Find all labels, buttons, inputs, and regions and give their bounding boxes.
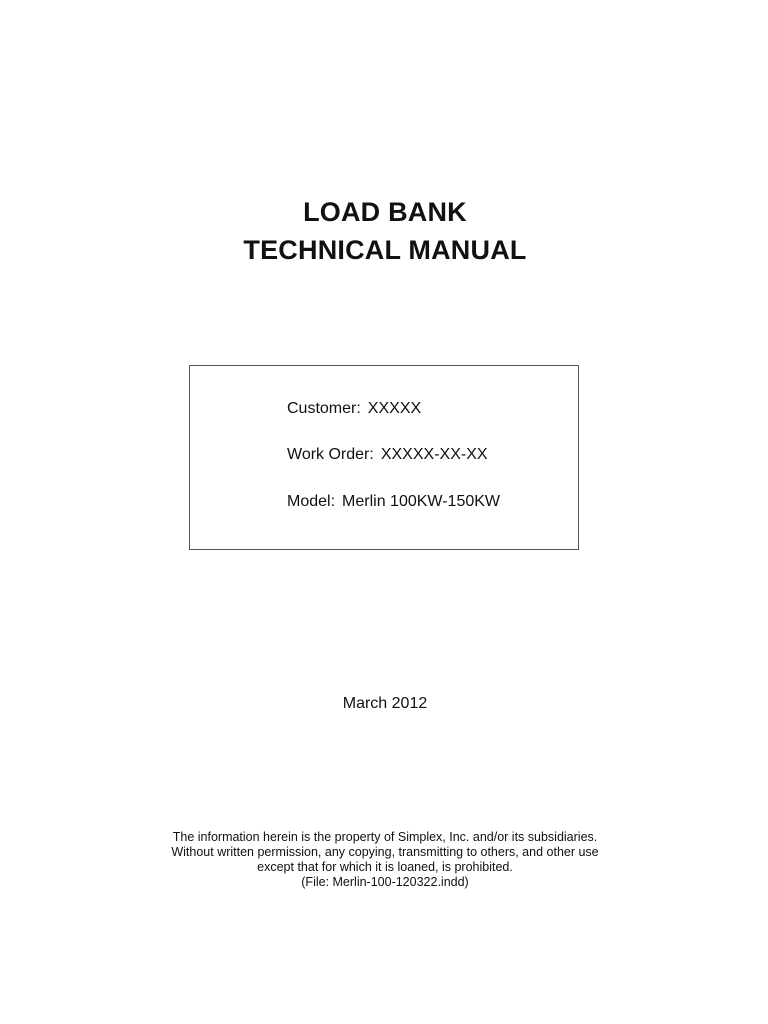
publication-date: March 2012: [342, 695, 428, 712]
title-line-1: LOAD BANK: [303, 197, 467, 227]
customer-label: Customer:: [287, 400, 361, 417]
work-order-row: [287, 445, 488, 465]
work-order-value: XXXXX-XX-XX: [380, 446, 488, 463]
info-box: [189, 365, 579, 550]
disclaimer: [0, 830, 768, 890]
work-order-label: Work Order:: [287, 446, 374, 463]
model-row: [287, 492, 500, 512]
disclaimer-line-2: Without written permission, any copying, transmitting to others, and other use: [171, 845, 599, 859]
document-title: [0, 193, 768, 269]
disclaimer-line-3: except that for which it is loaned, is prohibited.: [257, 860, 513, 874]
title-line-2: TECHNICAL MANUAL: [243, 235, 527, 265]
disclaimer-line-1: The information herein is the property of Simplex, Inc. and/or its subsidiaries.: [172, 830, 598, 844]
model-value: Merlin 100KW-150KW: [342, 493, 501, 510]
model-label: Model:: [287, 493, 336, 510]
file-reference: (File: Merlin-100-120322.indd): [301, 875, 469, 889]
customer-row: [287, 399, 421, 419]
customer-value: XXXXX: [367, 400, 422, 417]
